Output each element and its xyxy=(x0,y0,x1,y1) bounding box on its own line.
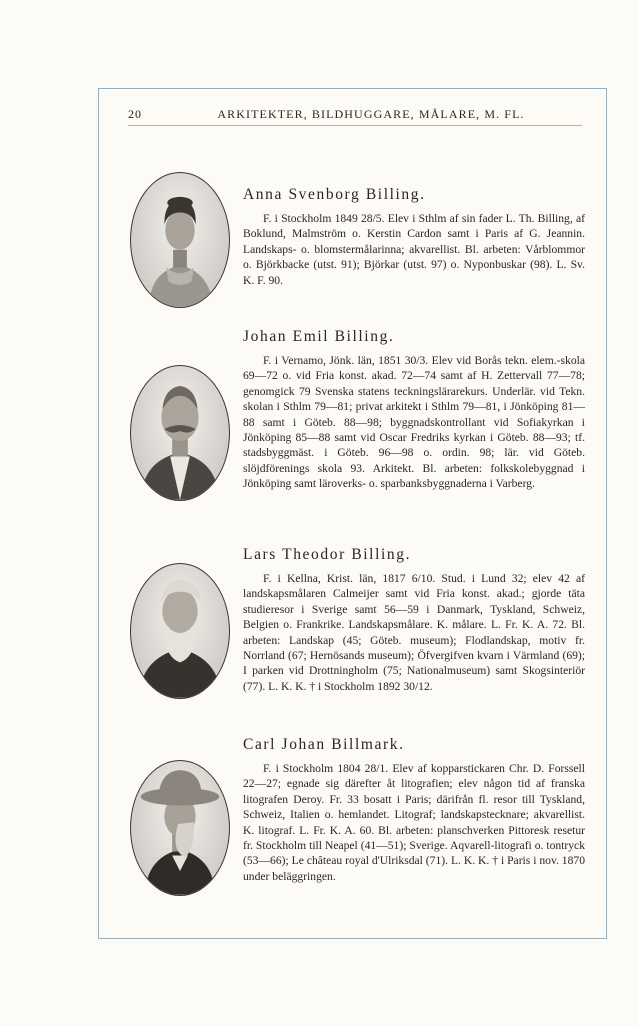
elderly-man-portrait-icon xyxy=(131,564,229,698)
biography-text: F. i Stockholm 1804 28/1. Elev af kopparstickaren Chr. D. Forssell 22—27; egnade sig därefter åt litografien; elev någon tid af franska litografen Deroy. Fr. 33 bosatt i Paris; därifrån fl. resor till Tyskland, Schweiz, Italien o. hemlandet. Litograf; landskapstecknare; akvarellist. K. litograf. L. Fr. K. A. 60. Bl. arbeten: planschverken Pittoresk resetur fr. Stockholm till Neapel (41—51); Sverige. Aqvarell-litografi o. tontryck (53—66); Le château royal d'Ulriksdal (71). L. K. K. † i Paris i nov. 1870 under beläggringen. xyxy=(243,762,585,883)
woman-portrait-icon xyxy=(131,173,229,307)
portrait-photo xyxy=(130,563,230,699)
person-name: Anna Svenborg Billing. xyxy=(243,186,426,203)
person-name: Johan Emil Billing. xyxy=(243,328,395,345)
portrait-photo xyxy=(130,365,230,501)
entry-text xyxy=(243,546,585,694)
entry-text xyxy=(243,328,585,492)
entry-text xyxy=(243,736,585,884)
biography-text: F. i Kellna, Krist. län, 1817 6/10. Stud. i Lund 32; elev 42 af landskapsmålaren Calmeijer samt vid Fria konst. akad.; gjorde täta studieresor i Sverige samt 56—59 i Danmark, Tyskland, Schweiz, Belgien o. Frankrike. Landskapsmålare. K. målare. L. Fr. K. A. 72. Bl. arbeten: Landskap (45; Göteb. museum); Flodlandskap, motiv fr. Norrland (67; Hernösands museum); Öfvergifven kvarn i Värmland (69); I parken vid Drottningholm (75; Nationalmuseum) samt Skogsinteriör (77). L. K. K. † i Stockholm 1892 30/12. xyxy=(243,572,585,693)
person-name: Carl Johan Billmark. xyxy=(243,736,405,753)
man-with-hat-portrait-icon xyxy=(131,761,229,895)
entry-text xyxy=(243,186,585,288)
portrait-photo xyxy=(130,760,230,896)
portrait-photo xyxy=(130,172,230,308)
person-name: Lars Theodor Billing. xyxy=(243,546,412,563)
page-header xyxy=(128,107,582,126)
page-number: 20 xyxy=(128,107,142,121)
man-portrait-icon xyxy=(131,366,229,500)
biography-text: F. i Stockholm 1849 28/5. Elev i Sthlm af sin fader L. Th. Billing, af Boklund, Malmström o. Kerstin Cardon samt i Paris af G. Jeannin. Landskaps- o. blomstermålarinna; akvarellist. Bl. arbeten: Vårblommor o. Björkbacke (utst. 91); Björkar (utst. 97) o. Nyponbuskar (98). L. Sv. K. F. 90. xyxy=(243,212,585,287)
biography-text: F. i Vernamo, Jönk. län, 1851 30/3. Elev vid Borås tekn. elem.-skola 69—72 o. vid Fria konst. akad. 72—74 samt af H. Zettervall 77—78; genomgick 79 Svenska statens teckningslärarekurs. Underlär. vid Tekn. skolan i Sthlm 79—81; privat arkitekt i Sthlm 79—81, i Jönköping 81—88 samt i Göteb. 88—98; byggnadskontrollant vid Sofiakyrkan i Jönköping 85—88 samt vid Oscar Fredriks kyrkan i Göteb. 88—93; tf. stadsbyggmäst. i Göteb. 96—98 o. ordin. 98; lär. vid Göteb. slöjdförenings skola 93. Arkitekt. Bl. arbeten: folkskolebyggnad i Jönköping samt läroverks- o. sparbanksbyggnaderna i Varberg. xyxy=(243,354,585,491)
running-title: ARKITEKTER, BILDHUGGARE, MÅLARE, M. FL. xyxy=(217,107,525,121)
